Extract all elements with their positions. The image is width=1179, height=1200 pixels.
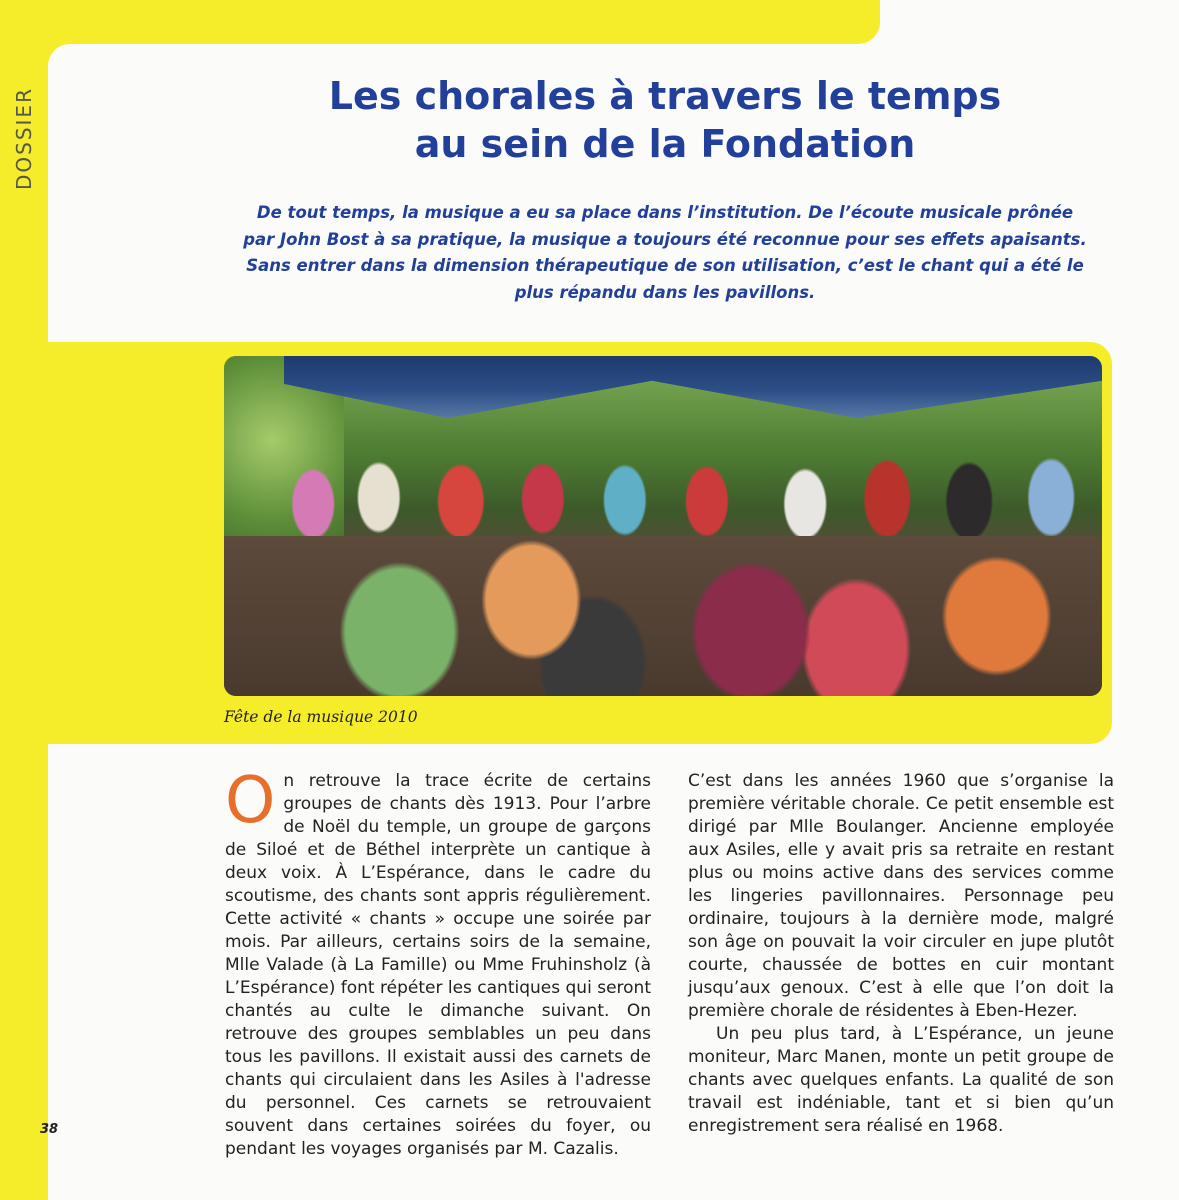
choir-photo xyxy=(224,356,1102,696)
article-intro: De tout temps, la musique a eu sa place dans l’institution. De l’écoute musicale prônée par John Bost à sa pratique, la musique a toujours été reconnue pour ses effets apaisants. Sans entrer dans la dimension thérapeutique de son utilisation, c’est le chant qui a été le plus répandu dans les pavillons. xyxy=(243,203,1087,302)
article-paragraph: C’est dans les années 1960 que s’organise la première véritable chorale. Ce petit ensemble est dirigé par Mlle Boulanger. Ancienne employée aux Asiles, elle y avait pris sa retraite en restant plus ou moins active dans des services comme les lingeries pavillonnaires. Personnage peu ordinaire, toujours à la dernière mode, malgré son âge on pouvait la voir circuler en jupe plutôt courte, chaussée de bottes en cuir montant jusqu’aux genoux. C’est à elle que l’on doit la première chorale de résidentes à Eben-Hezer. xyxy=(688,771,1114,1021)
article-column-left xyxy=(225,764,651,1161)
article-title-line-1: Les chorales à travers le temps xyxy=(328,74,1002,118)
yellow-top-band xyxy=(0,0,880,44)
photo-audience xyxy=(224,536,1102,696)
article-column-right xyxy=(688,770,1114,1138)
article-paragraph xyxy=(225,764,651,1161)
photo-tent-canopy xyxy=(284,356,1102,418)
article-title xyxy=(200,72,1130,168)
page-number: 38 xyxy=(40,1122,59,1137)
photo-caption: Fête de la musique 2010 xyxy=(224,708,418,726)
section-tab-label xyxy=(12,168,36,190)
drop-cap: O xyxy=(225,764,276,838)
article-title-line-2: au sein de la Fondation xyxy=(414,122,916,166)
article-paragraph: Un peu plus tard, à L’Espérance, un jeune moniteur, Marc Manen, monte un petit groupe de chants avec quelques enfants. La qualité de son travail est indéniable, tant et si bien qu’un enregistrement sera réalisé en 1968. xyxy=(688,1024,1114,1136)
yellow-inner-corner xyxy=(48,44,70,66)
left-column-text: n retrouve la trace écrite de certains groupes de chants dès 1913. Pour l’arbre de Noël du temple, un groupe de garçons de Siloé et de Béthel interprète un cantique à deux voix. À L’Espérance, dans le cadre du scoutisme, des chants sont appris régulièrement. Cette activité « chants » occupe une soirée par mois. Par ailleurs, certains soirs de la semaine, Mlle Valade (à La Famille) ou Mme Fruhinsholz (à L’Espérance) font répéter les cantiques qui seront chantés au culte le dimanche suivant. On retrouve des groupes semblables un peu dans tous les pavillons. Il existait aussi des carnets de chants qui circulaient dans les Asiles à l'adresse du personnel. Ces carnets se retrouvaient souvent dans certaines soirées du foyer, ou pendant les voyages organisés par M. Cazalis. xyxy=(225,771,651,1159)
